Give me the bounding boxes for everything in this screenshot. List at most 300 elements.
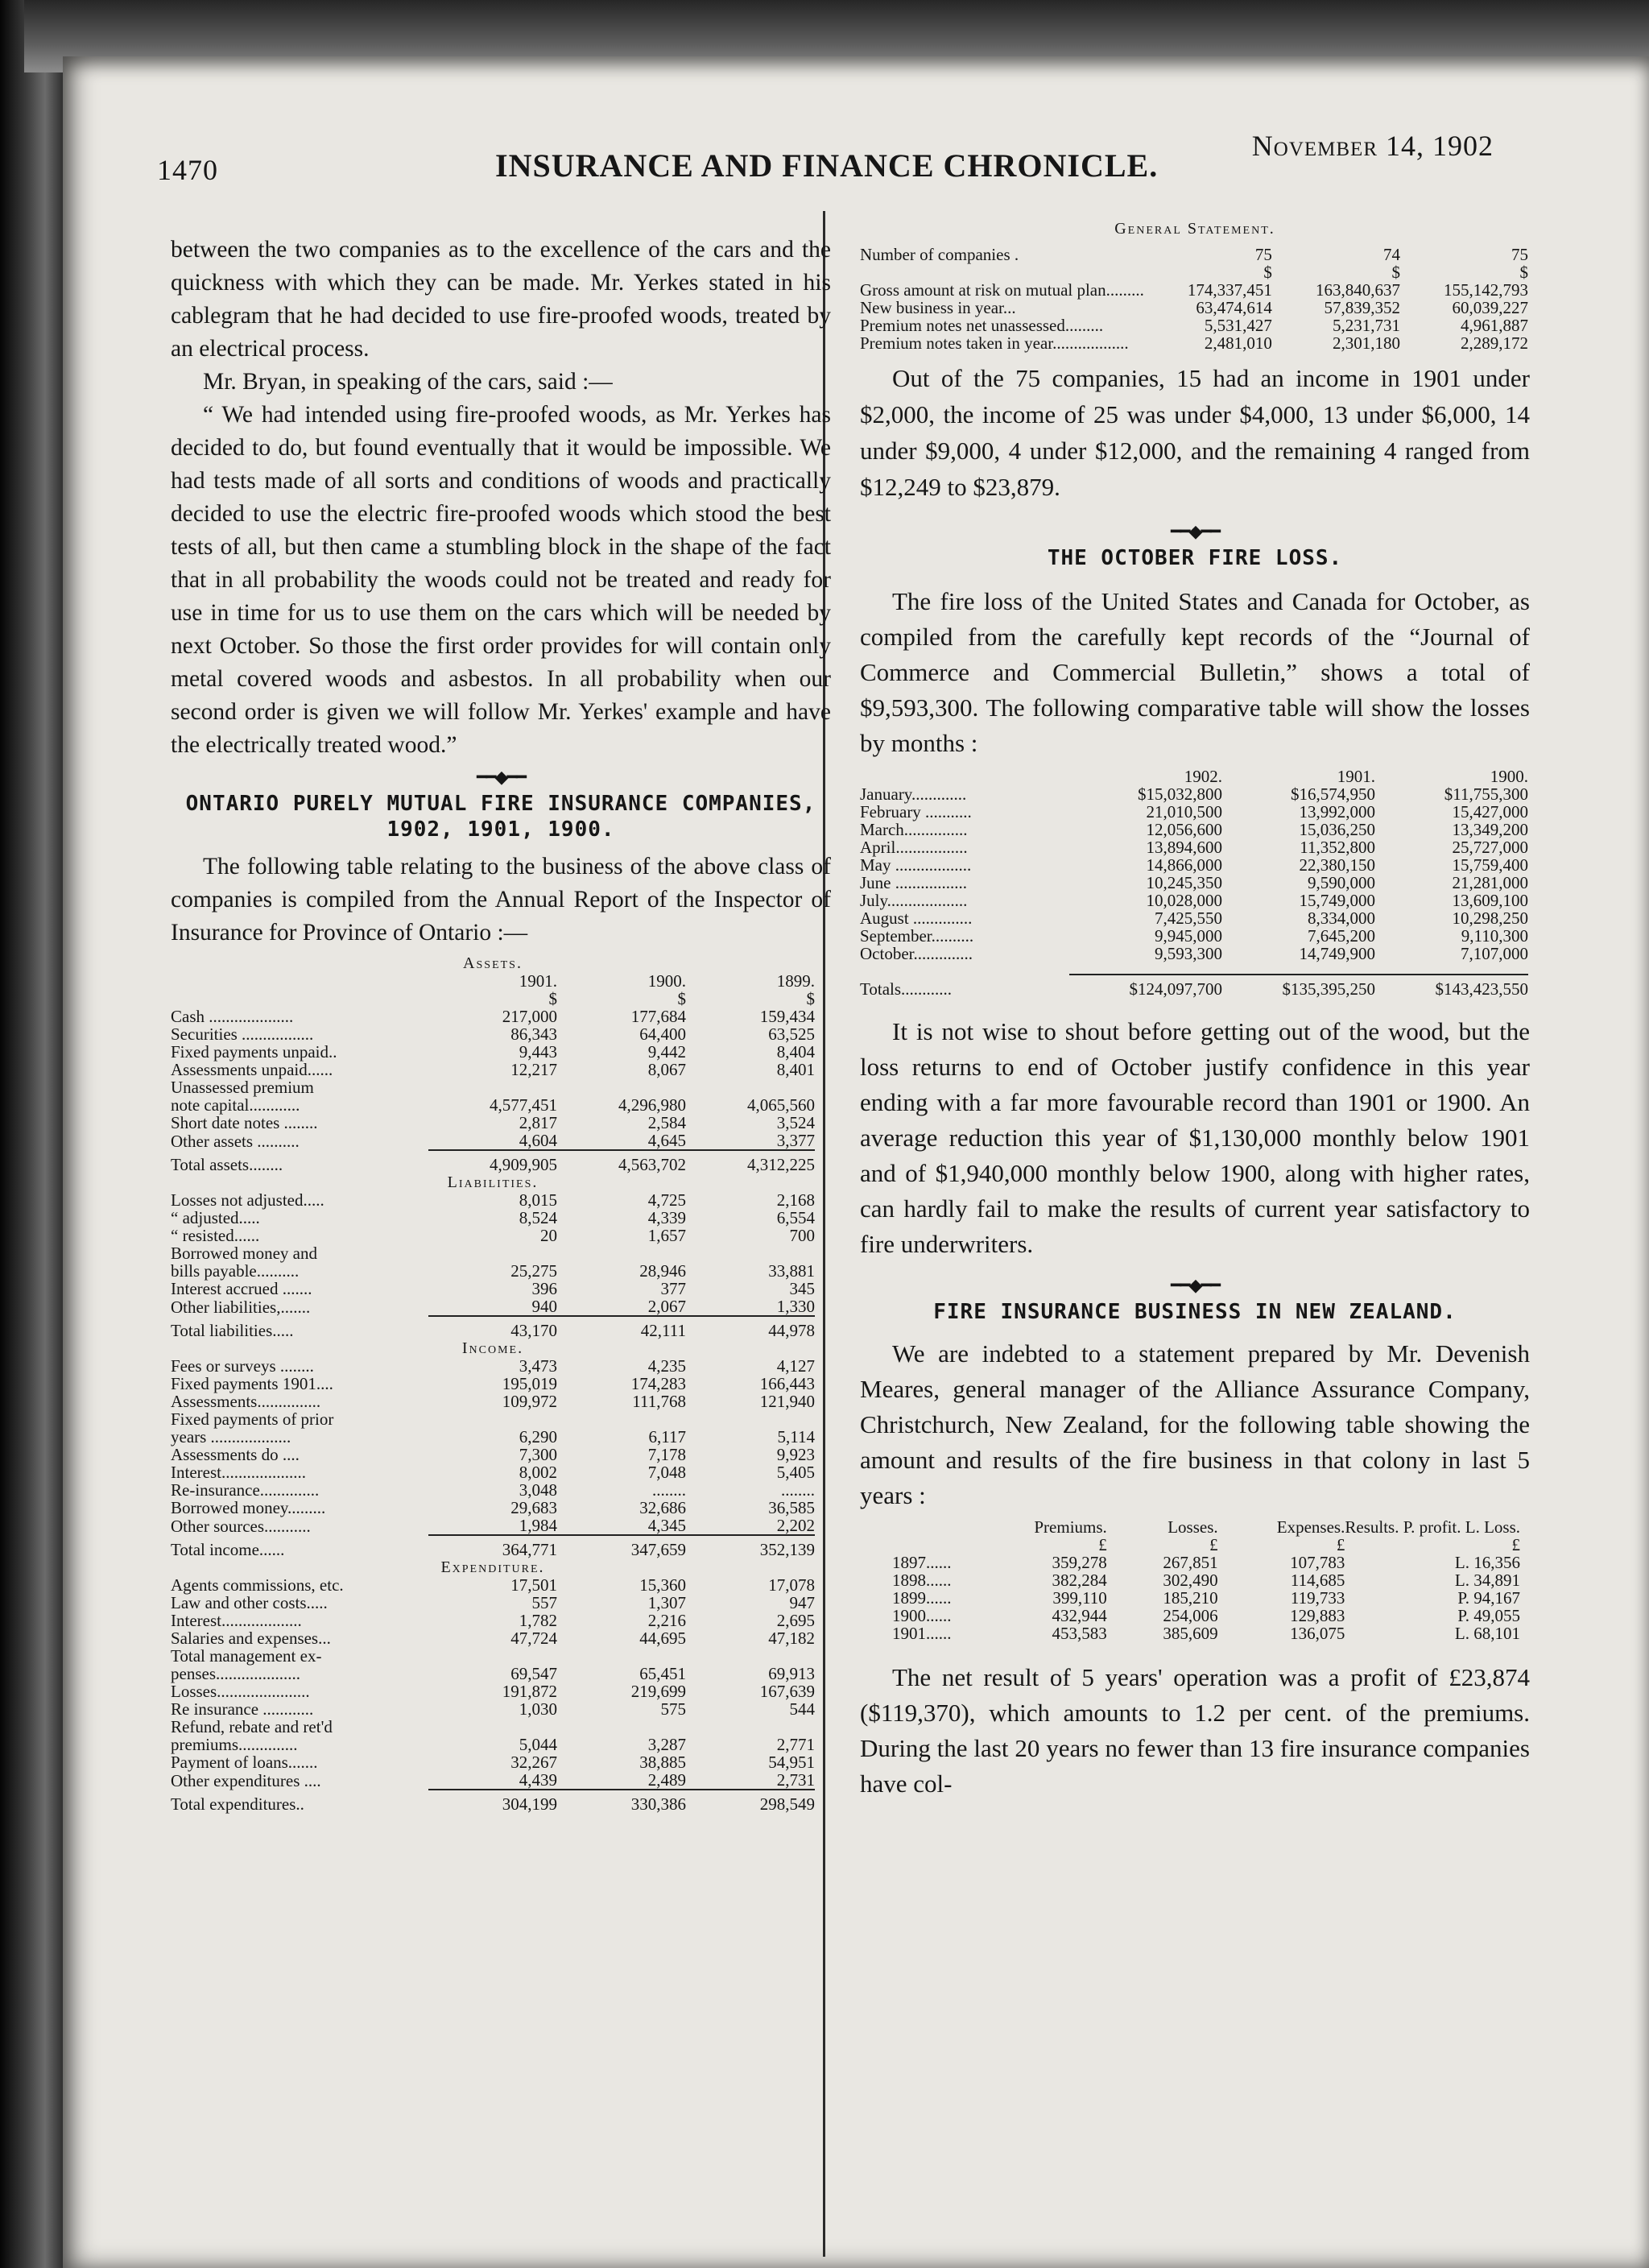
column-header-row — [892, 1518, 1520, 1536]
income-heading-row — [171, 1339, 815, 1357]
value-cell: 2,202 — [776, 1516, 815, 1535]
currency-row — [171, 990, 815, 1008]
value-cell: 17,501 — [510, 1575, 557, 1595]
table-row — [171, 1375, 815, 1393]
row-label: Fixed payments of prior — [171, 1409, 334, 1429]
value-cell: 345 — [789, 1279, 815, 1298]
value-cell: 9,923 — [776, 1445, 815, 1464]
row-label: Cash .................... — [171, 1007, 294, 1026]
table-row — [171, 1297, 815, 1316]
value-cell: 359,278 — [1052, 1553, 1107, 1572]
row-label: 1897...... — [892, 1553, 952, 1572]
value-cell: 1,984 — [519, 1516, 557, 1535]
row-label: Borrowed money and — [171, 1244, 317, 1263]
issue-date: November 14, 1902 — [1251, 130, 1494, 162]
row-label: 1900...... — [892, 1606, 952, 1625]
value-cell: 1900. — [647, 971, 686, 991]
table-row — [171, 1463, 815, 1481]
total-row — [171, 1150, 815, 1173]
value-cell: 4,296,980 — [618, 1095, 686, 1115]
value-cell: 4,312,225 — [686, 1150, 815, 1173]
paragraph: The net result of 5 years' operation was a profit of £23,874 ($119,370), which amounts to 1.2 per cent. of the premiums. During the last 20 years no fewer than 13 fire insurance companies have col- — [860, 1663, 1530, 1798]
value-cell: 13,894,600 — [1146, 838, 1222, 857]
value-cell: 254,006 — [1163, 1606, 1218, 1625]
value-cell: 8,015 — [519, 1190, 557, 1210]
left-column — [171, 234, 831, 1813]
value-cell: 1,782 — [519, 1611, 557, 1630]
table-row — [171, 1114, 815, 1132]
value-cell: 2,216 — [647, 1611, 686, 1630]
row-label: premiums.............. — [171, 1735, 298, 1754]
value-cell: 2,067 — [647, 1297, 686, 1316]
value-cell: 20 — [540, 1226, 557, 1245]
value-cell: 7,178 — [647, 1445, 686, 1464]
value-cell: 195,019 — [502, 1374, 557, 1393]
book-binding — [0, 0, 64, 2268]
table-row — [860, 945, 1528, 962]
value-cell: 2,771 — [776, 1735, 815, 1754]
value-cell: 74 — [1382, 245, 1400, 264]
publication-title: INSURANCE AND FINANCE CHRONICLE. — [495, 147, 1159, 184]
row-label: Interest.................... — [171, 1463, 306, 1482]
value-cell — [686, 1647, 815, 1665]
value-cell: Results. P. profit. L. Loss. — [1345, 1517, 1520, 1537]
value-cell: 3,048 — [519, 1480, 557, 1500]
value-cell: 177,684 — [630, 1007, 686, 1026]
value-cell: $ — [1519, 263, 1528, 282]
section-label: Liabilities. — [447, 1173, 539, 1191]
value-cell: 6,290 — [519, 1427, 557, 1446]
table-row — [860, 299, 1528, 317]
value-cell — [557, 1078, 686, 1096]
value-cell: 47,182 — [768, 1629, 815, 1648]
value-cell: P. 94,167 — [1457, 1588, 1520, 1608]
value-cell — [428, 1244, 557, 1262]
total-row — [860, 975, 1528, 998]
ornament-divider: ━━◆━━ — [1171, 521, 1219, 541]
value-cell: $ — [1391, 263, 1400, 282]
value-cell: Losses. — [1168, 1517, 1218, 1537]
value-cell: 1901. — [1337, 767, 1375, 786]
value-cell: 111,768 — [632, 1392, 686, 1411]
value-cell: 7,425,550 — [1155, 908, 1222, 928]
value-cell: ........ — [781, 1480, 815, 1500]
value-cell — [428, 1078, 557, 1096]
value-cell: £ — [1209, 1535, 1218, 1554]
currency-row — [892, 1536, 1520, 1554]
value-cell: $ — [1263, 263, 1272, 282]
row-label: “ resisted...... — [171, 1226, 260, 1245]
table-row — [860, 892, 1528, 909]
row-label: June ................. — [860, 873, 967, 892]
row-label — [171, 990, 428, 1008]
value-cell: 32,686 — [639, 1498, 686, 1517]
value-cell: 6,117 — [648, 1427, 686, 1446]
row-label: July................... — [860, 891, 968, 910]
value-cell: 9,110,300 — [1461, 926, 1528, 946]
new-zealand-table — [892, 1518, 1520, 1642]
value-cell: 8,401 — [776, 1060, 815, 1079]
value-cell: 119,733 — [1290, 1588, 1345, 1608]
row-label: penses.................... — [171, 1664, 300, 1683]
table-row — [171, 1078, 815, 1096]
row-label: Interest accrued ....... — [171, 1279, 312, 1298]
value-cell: 3,287 — [647, 1735, 686, 1754]
value-cell: 114,685 — [1290, 1571, 1345, 1590]
value-cell: 29,683 — [510, 1498, 557, 1517]
value-cell: 44,695 — [639, 1629, 686, 1648]
paragraph: It is not wise to shout before getting out of the wood, but the loss returns to end of October justify confidence in this year ending with a far more favourable record than 1901 or 1900. An average reduction this year of $1,130,000 monthly below 1901 and of $1,940,000 monthly below 1900, along with higher rates, can hardly fail to make the results of current year satisfactory to fire underwriters. — [860, 1017, 1530, 1258]
row-label: Re-insurance.............. — [171, 1480, 320, 1500]
value-cell: 3,524 — [776, 1113, 815, 1132]
right-column — [860, 213, 1530, 1802]
value-cell: 15,427,000 — [1452, 802, 1528, 822]
row-label — [171, 972, 428, 990]
total-row — [171, 1316, 815, 1339]
value-cell: 4,065,560 — [747, 1095, 815, 1115]
ornament-divider: ━━◆━━ — [1171, 1275, 1219, 1295]
value-cell: ........ — [652, 1480, 686, 1500]
value-cell: 7,048 — [647, 1463, 686, 1482]
table-row — [892, 1571, 1520, 1589]
value-cell: $135,395,250 — [1222, 975, 1375, 998]
value-cell: 64,400 — [639, 1024, 686, 1044]
row-label: Total income...... — [171, 1540, 285, 1559]
value-cell: £ — [1098, 1535, 1107, 1554]
value-cell: 4,127 — [776, 1356, 815, 1376]
table-row — [171, 1647, 815, 1665]
table-row — [171, 1499, 815, 1517]
value-cell: 22,380,150 — [1299, 855, 1375, 875]
value-cell: L. 68,101 — [1454, 1624, 1520, 1643]
value-cell: 159,434 — [759, 1007, 815, 1026]
total-row — [171, 1790, 815, 1813]
section-label: Income. — [461, 1339, 524, 1357]
row-label: 1898...... — [892, 1571, 952, 1590]
value-cell: 155,142,793 — [1444, 280, 1528, 300]
row-label: Assessments............... — [171, 1392, 321, 1411]
row-label: Assessments do .... — [171, 1445, 300, 1464]
value-cell: £ — [1511, 1535, 1520, 1554]
value-cell: 2,817 — [519, 1113, 557, 1132]
value-cell — [428, 1410, 557, 1428]
value-cell: 4,645 — [647, 1131, 686, 1150]
value-cell — [557, 1647, 686, 1665]
value-cell: 136,075 — [1290, 1624, 1345, 1643]
value-cell: 4,563,702 — [557, 1150, 686, 1173]
value-cell: 36,585 — [768, 1498, 815, 1517]
value-cell: 557 — [531, 1593, 557, 1612]
section-heading: FIRE INSURANCE BUSINESS IN NEW ZEALAND. — [933, 1300, 1457, 1324]
table-row — [171, 1191, 815, 1209]
value-cell: 5,405 — [776, 1463, 815, 1482]
value-cell: 9,442 — [647, 1042, 686, 1062]
table-row — [171, 1753, 815, 1771]
general-statement-table — [860, 246, 1528, 352]
value-cell: 298,549 — [686, 1790, 815, 1813]
value-cell: 2,584 — [647, 1113, 686, 1132]
value-cell: 14,749,900 — [1299, 944, 1375, 963]
value-cell: 940 — [531, 1297, 557, 1316]
table-row — [860, 821, 1528, 838]
table-row — [171, 1043, 815, 1061]
table-row — [860, 246, 1528, 263]
row-label: Fixed payments unpaid.. — [171, 1042, 337, 1062]
section-heading: ONTARIO PURELY MUTUAL FIRE INSURANCE COMPANIES, 1902, 1901, 1900. — [185, 792, 816, 842]
table-row — [171, 1576, 815, 1594]
value-cell: 453,583 — [1052, 1624, 1107, 1643]
value-cell: 4,439 — [519, 1770, 557, 1790]
value-cell: 4,725 — [647, 1190, 686, 1210]
value-cell: 13,349,200 — [1452, 820, 1528, 839]
value-cell: 4,604 — [519, 1131, 557, 1150]
value-cell: £ — [1336, 1535, 1345, 1554]
paragraph: Out of the 75 companies, 15 had an income in 1901 under $2,000, the income of 25 was under $4,000, 13 under $6,000, 14 under $9,000, 4 under $12,000, and the remaining 4 ranged from $12,249 to $23,879. — [860, 364, 1530, 501]
table-row — [171, 1428, 815, 1446]
row-label: Refund, rebate and ret'd — [171, 1717, 333, 1736]
value-cell: 377 — [660, 1279, 686, 1298]
value-cell: 8,334,000 — [1308, 908, 1375, 928]
value-cell: 396 — [531, 1279, 557, 1298]
value-cell: 2,168 — [776, 1190, 815, 1210]
value-cell: 32,267 — [510, 1753, 557, 1772]
table-row — [860, 281, 1528, 299]
row-label: Fees or surveys ........ — [171, 1356, 314, 1376]
value-cell: 399,110 — [1052, 1588, 1107, 1608]
value-cell: 4,577,451 — [490, 1095, 557, 1115]
value-cell: 2,289,172 — [1461, 333, 1528, 353]
value-cell: L. 34,891 — [1454, 1571, 1520, 1590]
table-row — [171, 1517, 815, 1535]
value-cell: 700 — [789, 1226, 815, 1245]
table-row — [171, 1061, 815, 1078]
value-cell: 75 — [1254, 245, 1272, 264]
table-row — [171, 1629, 815, 1647]
value-cell: 544 — [789, 1699, 815, 1719]
value-cell: 10,298,250 — [1452, 908, 1528, 928]
table-row — [860, 263, 1528, 281]
table-row — [860, 874, 1528, 892]
value-cell: 9,593,300 — [1155, 944, 1222, 963]
page-number: 1470 — [157, 154, 218, 186]
value-cell: 65,451 — [639, 1664, 686, 1683]
value-cell — [557, 1718, 686, 1736]
value-cell — [428, 1647, 557, 1665]
paragraph: between the two companies as to the excellence of the cars and the quickness with which they can be made. Mr. Yerkes stated in his cablegram that he had decided to use fire-proofed woods, treated by an electrical process. — [171, 237, 831, 362]
value-cell: 267,851 — [1163, 1553, 1218, 1572]
row-label: Other liabilities,....... — [171, 1297, 311, 1317]
value-cell — [557, 1244, 686, 1262]
value-cell: 9,590,000 — [1308, 873, 1375, 892]
value-cell: 432,944 — [1052, 1606, 1107, 1625]
value-cell — [428, 1718, 557, 1736]
value-cell: 60,039,227 — [1452, 298, 1528, 317]
table-row — [171, 1665, 815, 1682]
row-label: Total management ex- — [171, 1646, 322, 1666]
value-cell: 33,881 — [768, 1261, 815, 1281]
value-cell: 17,078 — [768, 1575, 815, 1595]
value-cell: 13,992,000 — [1299, 802, 1375, 822]
row-label: Total assets........ — [171, 1155, 283, 1174]
row-label: Fixed payments 1901.... — [171, 1374, 333, 1393]
row-label: Interest................... — [171, 1611, 302, 1630]
value-cell: 63,474,614 — [1196, 298, 1272, 317]
value-cell: 10,028,000 — [1146, 891, 1222, 910]
table-row — [860, 909, 1528, 927]
value-cell: 129,883 — [1290, 1606, 1345, 1625]
value-cell: 8,002 — [519, 1463, 557, 1482]
value-cell: 2,301,180 — [1332, 333, 1400, 353]
value-cell — [686, 1718, 815, 1736]
row-label: Short date notes ........ — [171, 1113, 318, 1132]
paragraph: The following table relating to the business of the above class of companies is compiled from the Annual Report of the Inspector of Insurance for Province of Ontario :— — [171, 854, 831, 946]
value-cell: 63,525 — [768, 1024, 815, 1044]
value-cell: 43,170 — [428, 1316, 557, 1339]
row-label: January............. — [860, 784, 967, 804]
row-label: Total expenditures.. — [171, 1794, 304, 1814]
table-row — [171, 1280, 815, 1297]
table-row — [171, 1008, 815, 1025]
value-cell: 4,961,887 — [1461, 316, 1528, 335]
table-row — [171, 1244, 815, 1262]
table-row — [171, 1446, 815, 1463]
table-row — [171, 1025, 815, 1043]
value-cell: 174,337,451 — [1187, 280, 1272, 300]
section-label: Expenditure. — [440, 1558, 545, 1576]
value-cell: 174,283 — [630, 1374, 686, 1393]
general-statement-title: General Statement. — [1114, 220, 1275, 238]
row-label: Re insurance ............ — [171, 1699, 314, 1719]
paragraph: We are indebted to a statement prepared by Mr. Devenish Meares, general manager of the Alliance Assurance Company, Christchurch, New Zealand, for the following table showing the amount and results of the fire business in that colony in last 5 years : — [860, 1339, 1530, 1509]
row-label — [860, 768, 1069, 785]
value-cell: 4,339 — [647, 1208, 686, 1227]
value-cell — [686, 1244, 815, 1262]
row-label: Gross amount at risk on mutual plan......... — [860, 280, 1144, 300]
row-label: Securities ................. — [171, 1024, 314, 1044]
row-label: 1901...... — [892, 1624, 952, 1643]
year-header-row — [860, 768, 1528, 785]
value-cell: 21,010,500 — [1146, 802, 1222, 822]
paragraph: “ We had intended using fire-proofed woods, as Mr. Yerkes has decided to do, but found eventually that it would be impossible. We had tests made of all sorts and conditions of woods and practically decided to use the electric fire-proofed woods which stood the best tests of all, but then came a stumbling block in the shape of the fact that in all probability the woods could not be treated and ready for use in time for us to use them on the cars which will be needed by next October. So those the first order provides for will contain only metal covered woods and asbestos. In all probability when our second order is given we will follow Mr. Yerkes' example and have the electrically treated wood.” — [171, 402, 831, 758]
value-cell: 1,307 — [647, 1593, 686, 1612]
value-cell: 382,284 — [1052, 1571, 1107, 1590]
value-cell: 217,000 — [502, 1007, 557, 1026]
value-cell: 304,199 — [428, 1790, 557, 1813]
value-cell: 1901. — [519, 971, 557, 991]
table-row — [892, 1624, 1520, 1642]
value-cell: 109,972 — [502, 1392, 557, 1411]
table-row — [892, 1607, 1520, 1624]
row-label: “ adjusted..... — [171, 1208, 260, 1227]
value-cell: 21,281,000 — [1452, 873, 1528, 892]
value-cell: $143,423,550 — [1375, 975, 1528, 998]
value-cell: L. 16,356 — [1454, 1553, 1520, 1572]
value-cell: 75 — [1511, 245, 1528, 264]
value-cell: 3,473 — [519, 1356, 557, 1376]
value-cell: 7,645,200 — [1308, 926, 1375, 946]
value-cell: 4,909,905 — [428, 1150, 557, 1173]
fire-loss-table — [860, 768, 1528, 998]
value-cell: 575 — [660, 1699, 686, 1719]
value-cell: 1900. — [1490, 767, 1528, 786]
table-row — [860, 317, 1528, 334]
value-cell: 5,531,427 — [1204, 316, 1272, 335]
value-cell: 69,547 — [510, 1664, 557, 1683]
value-cell — [686, 1410, 815, 1428]
value-cell: 9,945,000 — [1155, 926, 1222, 946]
row-label: October.............. — [860, 944, 973, 963]
assets-heading-row — [171, 954, 815, 972]
table-row — [171, 1132, 815, 1150]
paragraph: The fire loss of the United States and Canada for October, as compiled from the carefully kept records of the “Journal of Commerce and Commercial Bulletin,” shows a total of $9,593,300. The following comparative table will show the losses by months : — [860, 587, 1530, 757]
value-cell: 6,554 — [776, 1208, 815, 1227]
value-cell: 166,443 — [759, 1374, 815, 1393]
row-label: Premium notes net unassessed......... — [860, 316, 1104, 335]
table-row — [171, 1736, 815, 1753]
value-cell: 57,839,352 — [1324, 298, 1400, 317]
row-label: Assessments unpaid...... — [171, 1060, 333, 1079]
value-cell: 1899. — [776, 971, 815, 991]
value-cell: 54,951 — [768, 1753, 815, 1772]
value-cell: 5,044 — [519, 1735, 557, 1754]
value-cell: 219,699 — [630, 1682, 686, 1701]
row-label: years ................... — [171, 1427, 291, 1446]
value-cell: 38,885 — [639, 1753, 686, 1772]
row-label: Law and other costs..... — [171, 1593, 328, 1612]
table-row — [892, 1554, 1520, 1571]
value-cell: 86,343 — [510, 1024, 557, 1044]
table-row — [860, 856, 1528, 874]
row-label: May .................. — [860, 855, 972, 875]
value-cell: 15,036,250 — [1299, 820, 1375, 839]
table-row — [171, 1481, 815, 1499]
value-cell: 12,217 — [510, 1060, 557, 1079]
value-cell: 25,727,000 — [1452, 838, 1528, 857]
table-row — [860, 927, 1528, 945]
value-cell: 8,524 — [519, 1208, 557, 1227]
value-cell: 8,404 — [776, 1042, 815, 1062]
value-cell: 107,783 — [1290, 1553, 1345, 1572]
value-cell: $124,097,700 — [1069, 975, 1222, 998]
table-row — [171, 1357, 815, 1375]
table-row — [171, 1594, 815, 1612]
table-row — [860, 838, 1528, 856]
value-cell: 163,840,637 — [1315, 280, 1400, 300]
value-cell: 15,360 — [639, 1575, 686, 1595]
value-cell: 15,749,000 — [1299, 891, 1375, 910]
value-cell: 3,377 — [776, 1131, 815, 1150]
row-label: 1899...... — [892, 1588, 952, 1608]
value-cell: 4,235 — [647, 1356, 686, 1376]
value-cell: $ — [548, 989, 557, 1008]
value-cell: 364,771 — [428, 1535, 557, 1558]
value-cell — [686, 1078, 815, 1096]
value-cell: 385,609 — [1163, 1624, 1218, 1643]
value-cell: 10,245,350 — [1146, 873, 1222, 892]
row-label: New business in year... — [860, 298, 1016, 317]
value-cell: 44,978 — [686, 1316, 815, 1339]
value-cell: $15,032,800 — [1138, 784, 1222, 804]
row-label: Unassessed premium — [171, 1078, 314, 1097]
table-row — [892, 1589, 1520, 1607]
value-cell: 302,490 — [1163, 1571, 1218, 1590]
value-cell: $11,755,300 — [1444, 784, 1528, 804]
value-cell: 2,481,010 — [1204, 333, 1272, 353]
value-cell: Expenses. — [1276, 1517, 1345, 1537]
value-cell: 121,940 — [759, 1392, 815, 1411]
value-cell: 42,111 — [557, 1316, 686, 1339]
row-label: bills payable.......... — [171, 1261, 300, 1281]
